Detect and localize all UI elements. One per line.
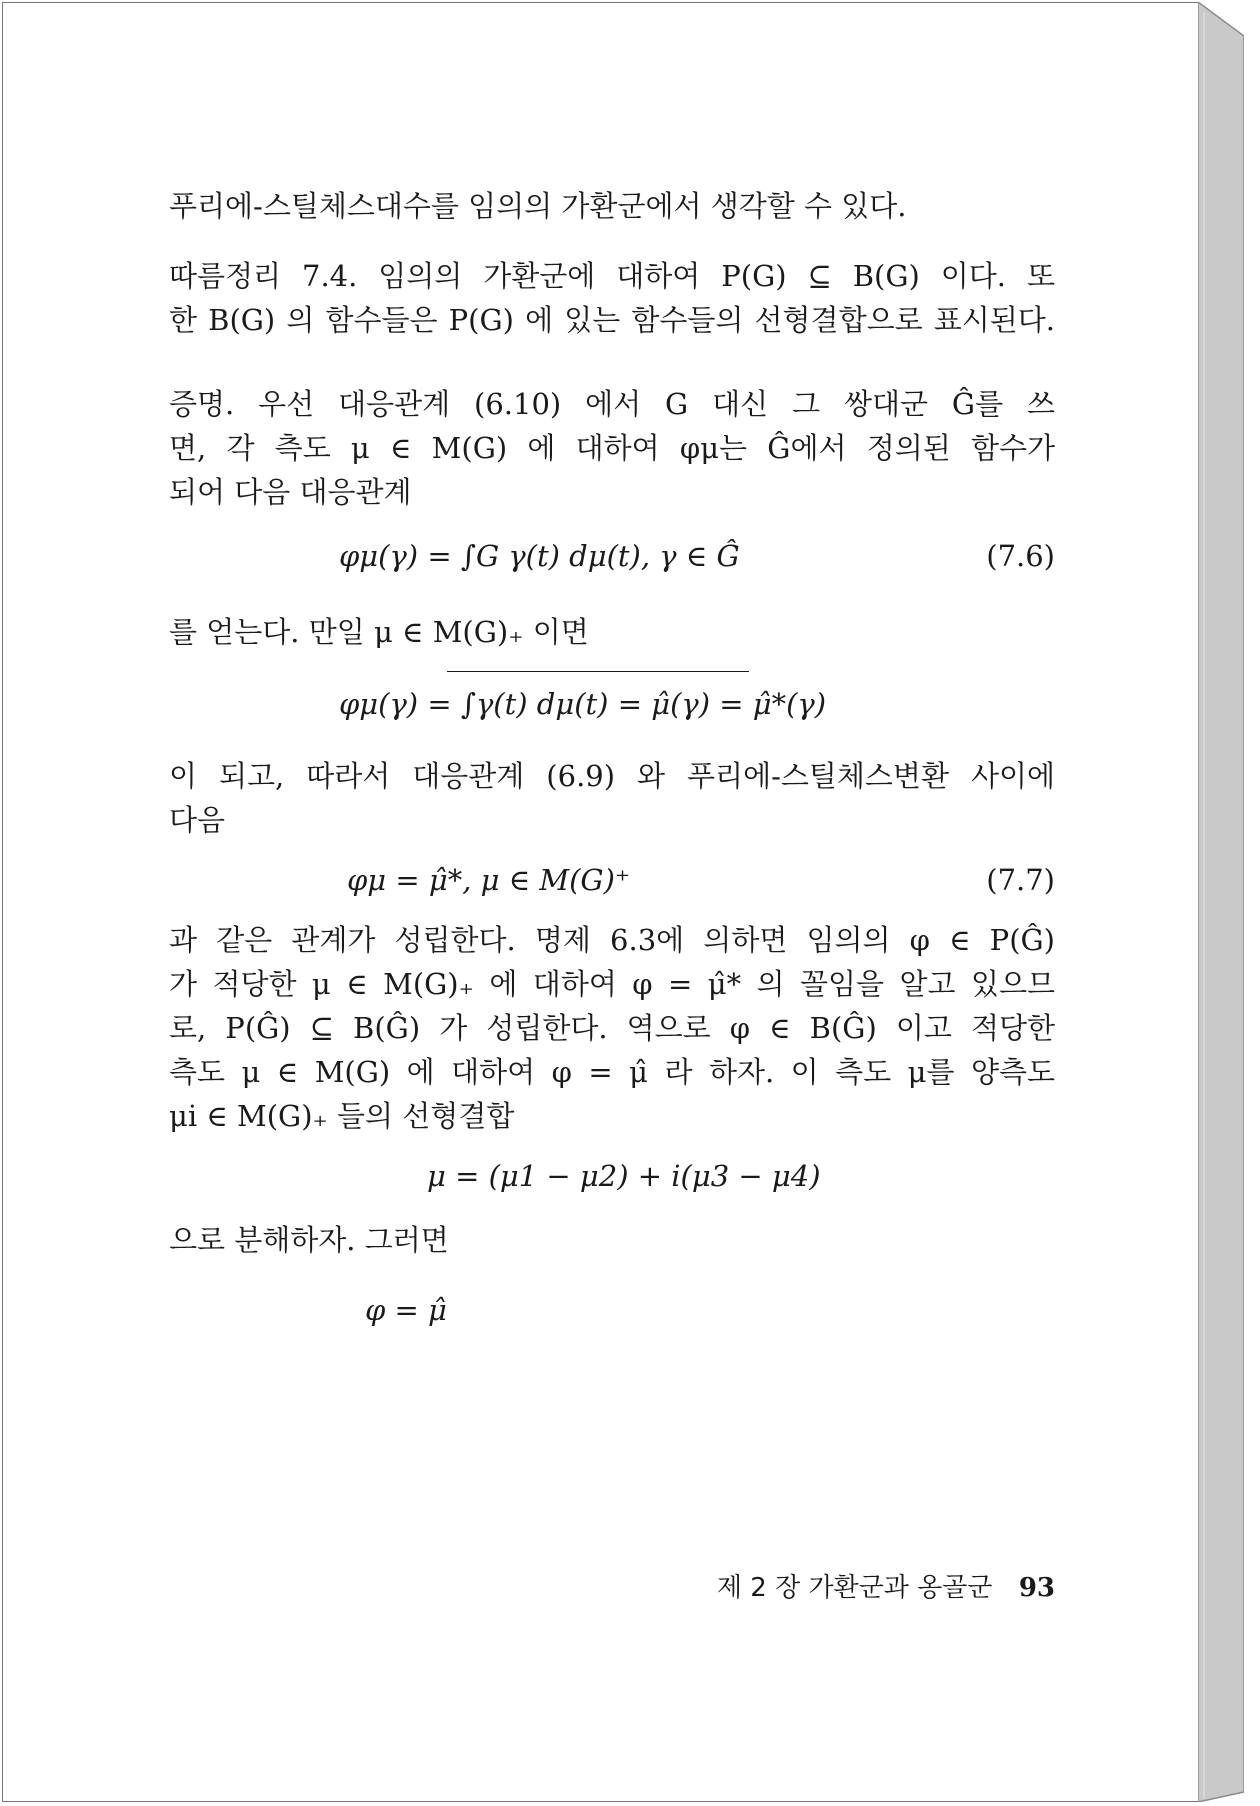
proof-line-3: 되어 다음 대응관계 (169, 475, 412, 509)
text-line-15: 으로 분해하자. 그러면 (169, 1223, 449, 1257)
page-edge-graphic (1198, 2, 1244, 1802)
text-line-9: 다음 (169, 803, 226, 837)
equation-7-7: φμ = μ̂*, μ ∈ M(G)⁺ (347, 863, 631, 897)
equation-number-7-7: (7.7) (986, 863, 1055, 897)
equation-conjugate (339, 679, 826, 729)
corollary-line-1: 따름정리 7.4. 임의의 가환군에 대하여 P(G) ⊆ B(G) 이다. 또 (169, 259, 1055, 293)
page-stack-edge (1198, 2, 1244, 1802)
corollary-line-2: 한 B(G) 의 함수들은 P(G) 에 있는 함수들의 선형결합으로 표시된다. (169, 303, 1055, 337)
page-sheet (2, 2, 1199, 1802)
proof-line-1: 증명. 우선 대응관계 (6.10) 에서 G 대신 그 쌍대군 Ĝ를 쓰 (169, 387, 1055, 421)
overline-bar (447, 671, 749, 672)
equation-phi: φ = μ̂ (365, 1293, 447, 1327)
text-line-7: 를 얻는다. 만일 μ ∈ M(G)₊ 이면 (169, 615, 589, 649)
text-line-1: 푸리에-스틸체스대수를 임의의 가환군에서 생각할 수 있다. (169, 189, 907, 223)
text-line-8: 이 되고, 따라서 대응관계 (6.9) 와 푸리에-스틸체스변환 사이에 (169, 759, 1055, 793)
chapter-title: 제 2 장 가환군과 옹골군 (716, 1573, 993, 1603)
page-number: 93 (1018, 1573, 1055, 1603)
text-line-10: 과 같은 관계가 성립한다. 명제 6.3에 의하면 임의의 φ ∈ P(Ĝ) (169, 923, 1055, 957)
text-line-14: μi ∈ M(G)₊ 들의 선형결합 (169, 1099, 515, 1133)
equation-conjugate-text: φμ(γ) = ∫γ(t) dμ(t) = μ̂(γ) = μ̂*(γ) (339, 687, 827, 721)
text-line-12: 로, P(Ĝ) ⊆ B(Ĝ) 가 성립한다. 역으로 φ ∈ B(Ĝ) 이고 적당한 (169, 1011, 1055, 1045)
equation-number-7-6: (7.6) (986, 539, 1055, 573)
proof-line-2: 면, 각 측도 μ ∈ M(G) 에 대하여 φμ는 Ĝ에서 정의된 함수가 (169, 431, 1055, 465)
equation-decomposition: μ = (μ1 − μ2) + i(μ3 − μ4) (427, 1159, 821, 1193)
text-line-13: 측도 μ ∈ M(G) 에 대하여 φ = μ̂ 라 하자. 이 측도 μ를 양측도 (169, 1055, 1055, 1089)
equation-7-6: φμ(γ) = ∫G γ(t) dμ(t), γ ∈ Ĝ (339, 539, 740, 573)
text-line-11: 가 적당한 μ ∈ M(G)₊ 에 대하여 φ = μ̂* 의 꼴임을 알고 있으므 (169, 967, 1055, 1001)
page-footer (717, 1563, 1055, 1613)
